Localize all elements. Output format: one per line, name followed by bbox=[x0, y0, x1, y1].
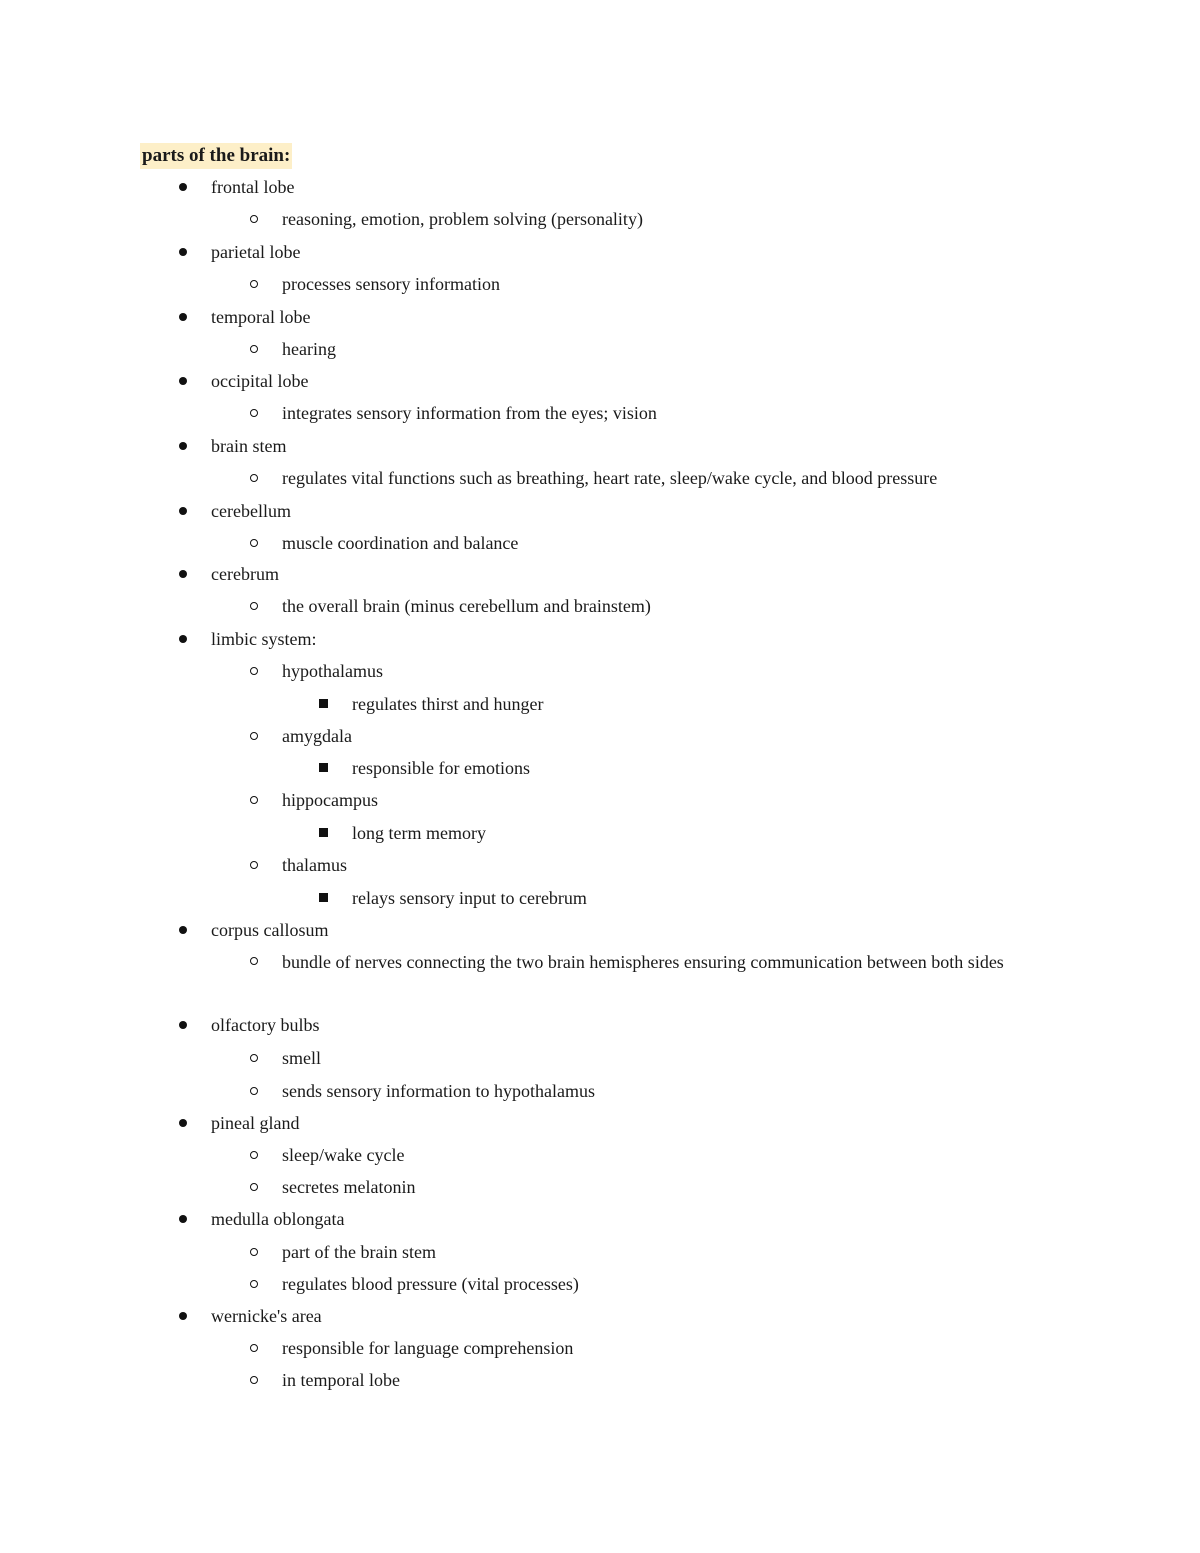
list-item: frontal lobe bbox=[211, 177, 295, 197]
sub-sub-list-item: regulates thirst and hunger bbox=[352, 694, 544, 714]
sub-list-item: bundle of nerves connecting the two brain hemispheres ensuring communication between both sides bbox=[282, 952, 1004, 972]
sub-list-item: hearing bbox=[282, 339, 336, 359]
sub-list-item: sends sensory information to hypothalamus bbox=[282, 1081, 595, 1101]
bullet-circle-icon bbox=[250, 1344, 258, 1352]
bullet-disc-icon bbox=[179, 507, 187, 515]
bullet-square-icon bbox=[319, 699, 328, 708]
list-item: brain stem bbox=[211, 436, 287, 456]
list-item: limbic system: bbox=[211, 629, 317, 649]
bullet-circle-icon bbox=[250, 345, 258, 353]
sub-list-item: processes sensory information bbox=[282, 274, 500, 294]
bullet-disc-icon bbox=[179, 1119, 187, 1127]
bullet-circle-icon bbox=[250, 409, 258, 417]
list-item: wernicke's area bbox=[211, 1306, 322, 1326]
list-item: temporal lobe bbox=[211, 307, 311, 327]
bullet-square-icon bbox=[319, 893, 328, 902]
bullet-square-icon bbox=[319, 828, 328, 837]
list-item: occipital lobe bbox=[211, 371, 309, 391]
sub-list-item: part of the brain stem bbox=[282, 1242, 436, 1262]
bullet-circle-icon bbox=[250, 1054, 258, 1062]
bullet-disc-icon bbox=[179, 570, 187, 578]
sub-list-item: regulates vital functions such as breathing, heart rate, sleep/wake cycle, and blood pressure bbox=[282, 468, 938, 488]
bullet-circle-icon bbox=[250, 602, 258, 610]
list-item: corpus callosum bbox=[211, 920, 329, 940]
sub-list-item: regulates blood pressure (vital processes) bbox=[282, 1274, 579, 1294]
bullet-disc-icon bbox=[179, 1021, 187, 1029]
bullet-disc-icon bbox=[179, 313, 187, 321]
bullet-circle-icon bbox=[250, 1087, 258, 1095]
list-item: olfactory bulbs bbox=[211, 1015, 320, 1035]
bullet-circle-icon bbox=[250, 957, 258, 965]
bullet-disc-icon bbox=[179, 926, 187, 934]
sub-list-item: secretes melatonin bbox=[282, 1177, 416, 1197]
bullet-circle-icon bbox=[250, 474, 258, 482]
bullet-disc-icon bbox=[179, 635, 187, 643]
bullet-circle-icon bbox=[250, 1280, 258, 1288]
list-item: cerebellum bbox=[211, 501, 291, 521]
sub-list-item: smell bbox=[282, 1048, 321, 1068]
bullet-disc-icon bbox=[179, 377, 187, 385]
bullet-circle-icon bbox=[250, 1183, 258, 1191]
bullet-circle-icon bbox=[250, 861, 258, 869]
bullet-disc-icon bbox=[179, 442, 187, 450]
sub-sub-list-item: responsible for emotions bbox=[352, 758, 530, 778]
sub-list-item: hippocampus bbox=[282, 790, 378, 810]
bullet-circle-icon bbox=[250, 1376, 258, 1384]
list-item: pineal gland bbox=[211, 1113, 300, 1133]
sub-list-item: responsible for language comprehension bbox=[282, 1338, 574, 1358]
sub-list-item: in temporal lobe bbox=[282, 1370, 400, 1390]
bullet-circle-icon bbox=[250, 539, 258, 547]
bullet-circle-icon bbox=[250, 732, 258, 740]
bullet-circle-icon bbox=[250, 280, 258, 288]
bullet-disc-icon bbox=[179, 248, 187, 256]
sub-sub-list-item: long term memory bbox=[352, 823, 486, 843]
sub-list-item: amygdala bbox=[282, 726, 352, 746]
bullet-circle-icon bbox=[250, 1151, 258, 1159]
page-title: parts of the brain: bbox=[140, 143, 292, 169]
bullet-circle-icon bbox=[250, 215, 258, 223]
bullet-disc-icon bbox=[179, 183, 187, 191]
sub-list-item: the overall brain (minus cerebellum and brainstem) bbox=[282, 596, 651, 616]
sub-sub-list-item: relays sensory input to cerebrum bbox=[352, 888, 587, 908]
sub-list-item: hypothalamus bbox=[282, 661, 383, 681]
bullet-disc-icon bbox=[179, 1312, 187, 1320]
list-item: parietal lobe bbox=[211, 242, 301, 262]
bullet-square-icon bbox=[319, 763, 328, 772]
sub-list-item: muscle coordination and balance bbox=[282, 533, 519, 553]
bullet-circle-icon bbox=[250, 1248, 258, 1256]
sub-list-item: reasoning, emotion, problem solving (personality) bbox=[282, 209, 643, 229]
bullet-disc-icon bbox=[179, 1215, 187, 1223]
sub-list-item: integrates sensory information from the eyes; vision bbox=[282, 403, 657, 423]
list-item: medulla oblongata bbox=[211, 1209, 345, 1229]
sub-list-item: sleep/wake cycle bbox=[282, 1145, 405, 1165]
bullet-circle-icon bbox=[250, 796, 258, 804]
bullet-circle-icon bbox=[250, 667, 258, 675]
list-item: cerebrum bbox=[211, 564, 279, 584]
sub-list-item: thalamus bbox=[282, 855, 347, 875]
